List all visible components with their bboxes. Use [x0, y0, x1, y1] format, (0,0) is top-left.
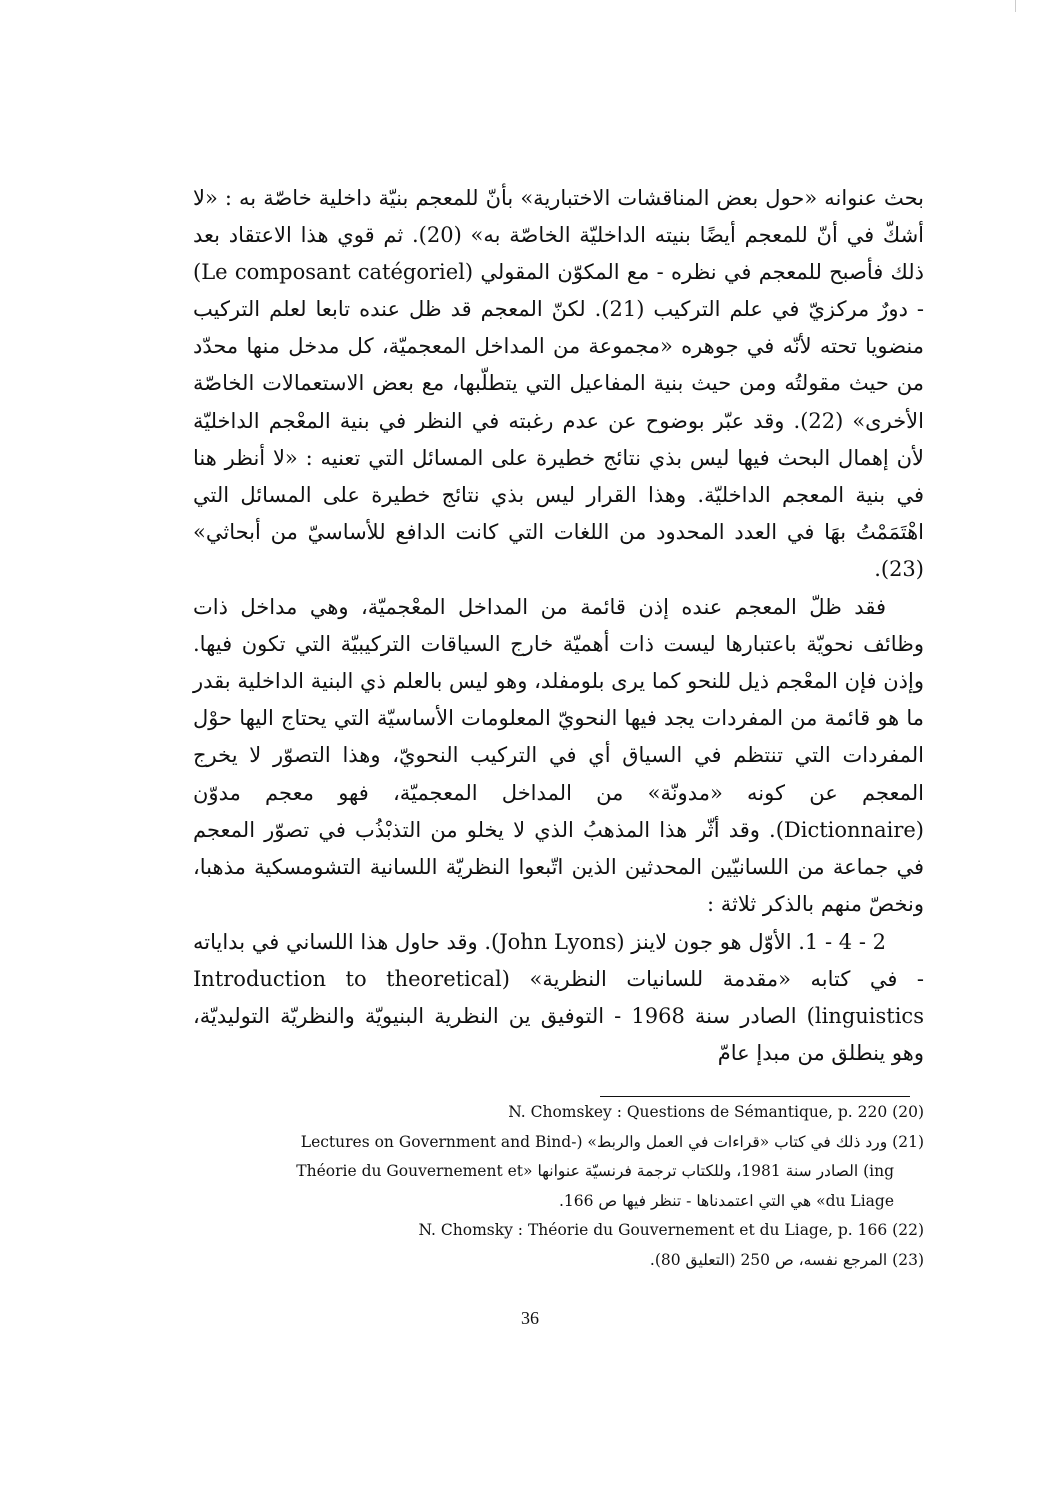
footnote-23: (23) المرجع نفسه، ص 250 (التعليق 80). — [649, 1250, 924, 1269]
footnote-21: (21) ورد ذلك في كتاب «قراءات في العمل والربط» (-Lectures on Government and Bind — [300, 1132, 924, 1151]
paragraph-3: 2 - 4 - 1. الأوّل هو جون لاينز (John Lyons). وقد حاول هذا اللساني في بداياته - في كتابه «مقدمة للسانيات النظرية» (Introduction to theoretical linguistics) الصادر سنة 1968 - التوفيق ين النظرية البنيويّة والنظريّة التوليديّة، وهو ينطلق من مبدإ عامّ — [193, 929, 924, 1066]
main-text — [193, 180, 924, 1072]
page-number: 36 — [521, 1308, 539, 1328]
scan-mark — [1015, 0, 1016, 12]
footnote-21-cont-1: ing) الصادر سنة 1981، وللكتاب ترجمة فرنسيّة عنوانها «Théorie du Gouvernement et — [296, 1162, 894, 1180]
footnote-20: N. Chomskey : Questions de Sémantique, p. 220 (20) — [508, 1103, 924, 1121]
footnotes — [193, 1098, 924, 1275]
paragraph-2: فقد ظلّ المعجم عنده إذن قائمة من المداخل المعْجميّة، وهي مداخل ذات وظائف نحويّة باعتبارها ليست ذات أهميّة خارج السياقات التركيبيّة التي تكون فيها. وإذن فإن المعْجم ذيل للنحو كما يرى بلومفلد، وهو ليس بالعلم ذي البنية الداخلية بقدر ما هو قائمة من المفردات يجد فيها النحويّ المعلومات الأساسيّة التي يحتاج اليها حوْل المفردات التي تنتظم في السياق أي في التركيب النحويّ، وهذا التصوّر لا يخرج المعجم عن كونه «مدونّة» من المداخل المعجميّة، فهو معجم مدوّن (Dictionnaire). وقد أثّر هذا المذهبُ الذي لا يخلو من التذبْذُب في تصوّر المعجم في جماعة من اللسانيّين المحدثين الذين اتّبعوا النظريّة اللسانية التشومسكية مذهبا، ونخصّ منهم بالذكر ثلاثة : — [193, 595, 924, 916]
footnote-21-cont-2: du Liage» هي التي اعتمدناها - تنظر فيها ص 166. — [558, 1191, 894, 1210]
paragraph-1: بحث عنوانه «حول بعض المناقشات الاختبارية» بأنّ للمعجم بنيّة داخلية خاصّة به : «لا أشكّ في أنّ للمعجم أيضًا بنيته الداخليّة الخاصّة به» (20). ثم قوي هذا الاعتقاد بعد ذلك فأصبح للمعجم في نظره - مع المكوّن المقولي (Le composant catégoriel) - دورٌ مركزيّ في علم التركيب (21). لكنّ المعجم قد ظل عنده تابعا لعلم التركيب منضويا تحته لأنّه في جوهره «مجموعة من المداخل المعجميّة، كل مدخل منها محدّد من حيث مقولتُه ومن حيث بنية المفاعيل التي يتطلّبها، مع بعض الاستعمالات الخاصّة الأخرى» (22). وقد عبّر بوضوح عن عدم رغبته في النظر في بنية المعْجم الداخليّة لأن إهمال البحث فيها ليس بذي نتائج خطيرة على المسائل التي تعنيه : «لا أنظر هنا في بنية المعجم الداخليّة. وهذا القرار ليس بذي نتائج خطيرة على المسائل التي اهْتَمَمْتُ بهَا في العدد المحدود من اللغات التي كانت الدافع للأساسيّ من أبحاثي» (23). — [193, 186, 925, 581]
footnote-22: N. Chomsky : Théorie du Gouvernement et du Liage, p. 166 (22) — [418, 1221, 924, 1239]
footnote-separator — [600, 1096, 910, 1097]
